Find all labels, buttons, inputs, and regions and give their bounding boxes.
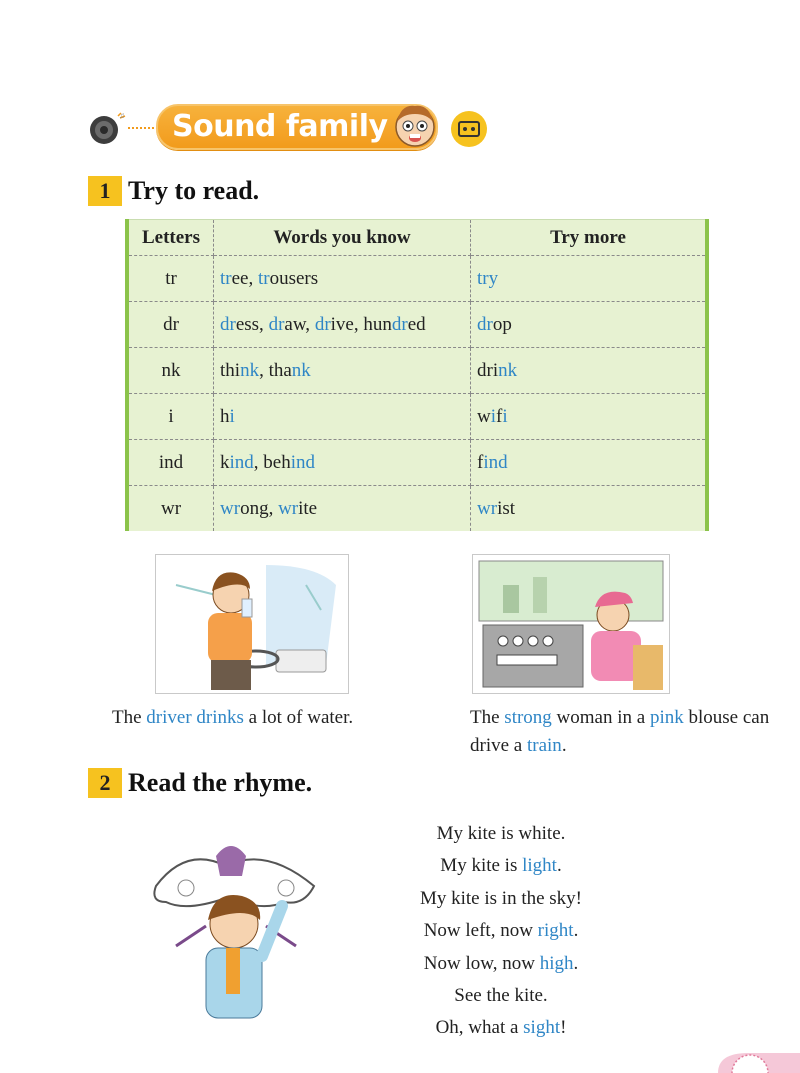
rhyme-text: . bbox=[556, 855, 562, 877]
word-text: ee, bbox=[231, 267, 258, 289]
word-text: k bbox=[220, 451, 230, 473]
word-highlight: wr bbox=[278, 497, 299, 519]
rhyme-text: My kite is white. bbox=[436, 823, 566, 844]
word-text: h bbox=[220, 405, 230, 427]
section-read-the-rhyme bbox=[88, 768, 312, 800]
table-row bbox=[127, 486, 707, 532]
woman-train-driver-illustration bbox=[472, 554, 670, 694]
rhyme-line bbox=[396, 818, 606, 850]
word-highlight: dr bbox=[477, 313, 493, 335]
try-more-cell bbox=[471, 348, 708, 394]
word-highlight: nk bbox=[240, 359, 260, 381]
train-caption bbox=[470, 704, 770, 760]
words-you-know-cell bbox=[214, 302, 471, 348]
caption-text: . bbox=[561, 735, 567, 756]
rhyme-line bbox=[396, 948, 606, 980]
caption-text: The bbox=[470, 707, 505, 728]
header-words-you-know: Words you know bbox=[214, 220, 471, 256]
word-text: dri bbox=[477, 359, 499, 381]
header-letters: Letters bbox=[127, 220, 214, 256]
word-text: thi bbox=[220, 359, 241, 381]
word-text: ong, bbox=[240, 497, 279, 519]
letters-cell: dr bbox=[127, 302, 214, 348]
caption-highlight: train bbox=[526, 735, 562, 756]
caption-text: woman in a bbox=[551, 707, 650, 728]
letters-cell: nk bbox=[127, 348, 214, 394]
word-highlight: dr bbox=[314, 313, 331, 335]
header-try-more: Try more bbox=[471, 220, 708, 256]
caption-highlight: driver bbox=[146, 707, 192, 728]
word-highlight: dr bbox=[268, 313, 285, 335]
section-try-to-read bbox=[88, 176, 259, 208]
caption-text: The bbox=[112, 707, 147, 728]
rhyme-text: Now low, now bbox=[423, 952, 540, 974]
letters-cell: ind bbox=[127, 440, 214, 486]
word-highlight: wr bbox=[220, 497, 241, 519]
try-more-cell bbox=[471, 486, 708, 532]
letters-cell: tr bbox=[127, 256, 214, 302]
caption-highlight: strong bbox=[504, 707, 552, 728]
word-highlight: dr bbox=[391, 313, 408, 335]
table-row bbox=[127, 348, 707, 394]
word-text: , tha bbox=[259, 359, 292, 381]
section-number: 1 bbox=[88, 176, 122, 206]
word-highlight: dr bbox=[220, 313, 236, 335]
word-highlight: nk bbox=[498, 359, 518, 381]
rhyme-text: ! bbox=[560, 1017, 567, 1039]
word-highlight: ind bbox=[229, 451, 254, 473]
svg-text:♫: ♫ bbox=[119, 111, 125, 120]
boy-driver-illustration bbox=[155, 554, 349, 694]
word-text: ess, bbox=[235, 313, 269, 335]
try-more-cell bbox=[471, 394, 708, 440]
word-highlight: y bbox=[488, 267, 499, 289]
word-text: f bbox=[496, 405, 503, 427]
section-title: Try to read. bbox=[128, 176, 260, 205]
rhyme-highlight: light bbox=[522, 855, 557, 877]
word-highlight: i bbox=[490, 405, 497, 427]
rhyme-highlight: right bbox=[537, 920, 574, 942]
rhyme-text: Now left, now bbox=[423, 920, 538, 942]
section-title: Read the rhyme. bbox=[128, 768, 313, 797]
rhyme-highlight: high bbox=[539, 952, 574, 974]
driver-caption bbox=[112, 704, 442, 732]
rhyme-text: My kite is in the sky! bbox=[419, 887, 583, 909]
word-text: ite bbox=[298, 497, 318, 519]
letters-cell: wr bbox=[127, 486, 214, 532]
phonics-table bbox=[125, 219, 709, 531]
rhyme-highlight: sight bbox=[523, 1017, 561, 1039]
word-text: ive, hun bbox=[330, 313, 392, 335]
rhyme-text: My kite is bbox=[440, 855, 523, 877]
word-highlight: i bbox=[229, 405, 235, 427]
caption-highlight: pink bbox=[649, 707, 684, 728]
table-row bbox=[127, 256, 707, 302]
word-highlight: ind bbox=[290, 451, 315, 473]
caption-text: blouse can drive a bbox=[470, 707, 770, 756]
speaker-icon[interactable] bbox=[88, 110, 128, 146]
banner-dotted-line bbox=[128, 126, 158, 130]
word-highlight: tr bbox=[257, 267, 270, 289]
word-highlight: wr bbox=[477, 497, 498, 519]
table-row bbox=[127, 302, 707, 348]
section-number: 2 bbox=[88, 768, 122, 798]
sound-family-banner bbox=[88, 98, 508, 160]
rhyme-text: . bbox=[573, 952, 579, 974]
word-text: ousers bbox=[269, 267, 319, 289]
word-highlight: nk bbox=[291, 359, 311, 381]
mascot-face-icon bbox=[390, 100, 440, 150]
page-corner-decoration bbox=[718, 1050, 800, 1073]
word-text: ed bbox=[407, 313, 426, 335]
table-row bbox=[127, 440, 707, 486]
words-you-know-cell bbox=[214, 348, 471, 394]
try-more-cell bbox=[471, 302, 708, 348]
rhyme-line bbox=[396, 883, 606, 915]
words-you-know-cell bbox=[214, 486, 471, 532]
caption-highlight: drinks bbox=[196, 707, 244, 728]
words-you-know-cell bbox=[214, 440, 471, 486]
rhyme-text: See the kite. bbox=[454, 984, 548, 1006]
banner-title: Sound family bbox=[156, 104, 438, 150]
rhyme-line bbox=[396, 980, 606, 1012]
letters-cell: i bbox=[127, 394, 214, 440]
word-highlight: i bbox=[502, 405, 508, 427]
word-text: aw, bbox=[284, 313, 315, 335]
try-more-cell bbox=[471, 440, 708, 486]
words-you-know-cell bbox=[214, 256, 471, 302]
word-text: w bbox=[477, 405, 491, 427]
rhyme-line bbox=[396, 915, 606, 947]
table-header-row bbox=[127, 220, 707, 256]
rhyme-text: Oh, what a bbox=[435, 1017, 524, 1039]
cassette-icon[interactable] bbox=[450, 110, 488, 148]
word-highlight: tr bbox=[477, 267, 489, 289]
word-text: , beh bbox=[253, 451, 291, 473]
boy-with-kite-illustration bbox=[146, 836, 324, 1036]
word-text: f bbox=[477, 451, 484, 473]
word-highlight: ind bbox=[483, 451, 508, 473]
rhyme-text bbox=[396, 818, 606, 1045]
words-you-know-cell bbox=[214, 394, 471, 440]
word-highlight: tr bbox=[220, 267, 232, 289]
rhyme-text: . bbox=[573, 920, 579, 942]
rhyme-line bbox=[396, 850, 606, 882]
word-text: ist bbox=[497, 497, 516, 519]
try-more-cell bbox=[471, 256, 708, 302]
rhyme-line bbox=[396, 1012, 606, 1044]
word-text: op bbox=[492, 313, 512, 335]
table-row bbox=[127, 394, 707, 440]
caption-text: a lot of water. bbox=[243, 707, 354, 728]
